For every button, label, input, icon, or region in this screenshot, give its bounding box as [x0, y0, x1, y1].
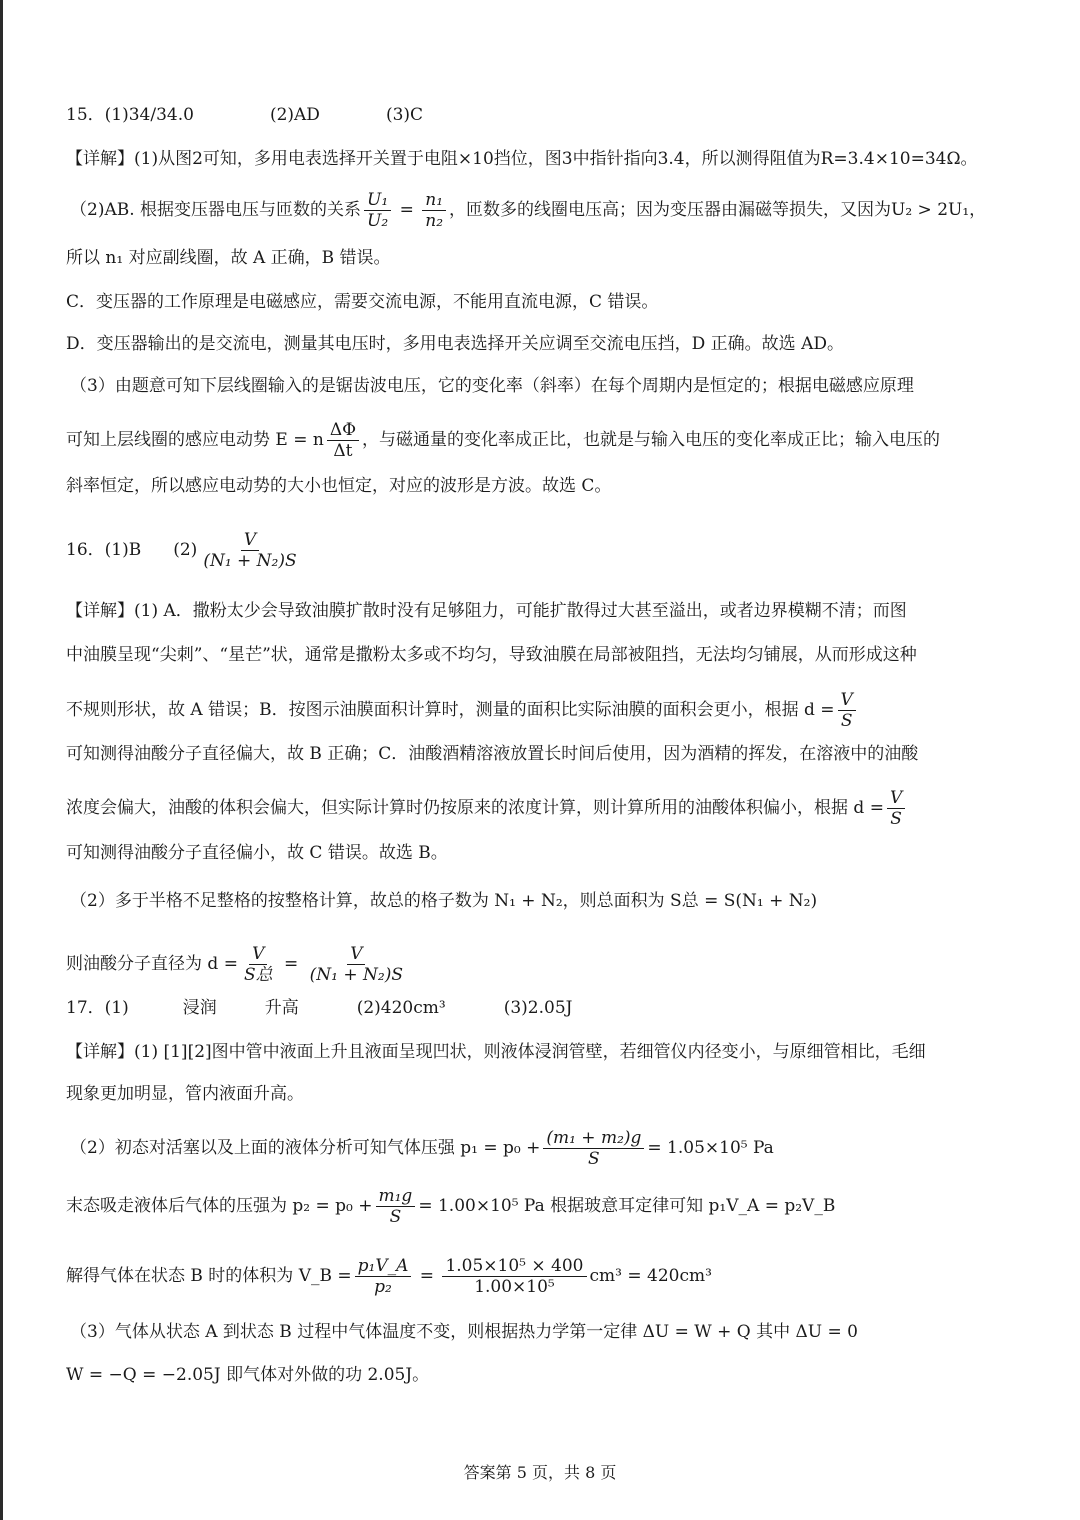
q16-detail-8a: 则油酸分子直径为 d = [66, 954, 238, 974]
frac-num-m12g: (m₁ + m₂)g [543, 1128, 644, 1149]
frac-den-ns-2: (N₁ + N₂)S [309, 965, 403, 985]
q15-answer-2: (2)AD [269, 105, 320, 125]
fraction-m1g-s [376, 1186, 416, 1227]
q16-detail-4: 可知测得油酸分子直径偏大，故 B 正确；C．油酸酒精溶液放置长时间后使用，因为酒精的挥发，在溶液中的油酸 [66, 744, 919, 764]
q17-title: 17．(1) [66, 998, 129, 1018]
q17-detail-3 [70, 1128, 774, 1169]
frac-num-v-2: V [887, 788, 905, 809]
fraction-m12g-s [543, 1128, 644, 1169]
q17-detail-7: W = −Q = −2.05J 即气体对外做的功 2.05J。 [66, 1365, 430, 1385]
q15-detail-1: 【详解】(1)从图2可知，多用电表选择开关置于电阻×10挡位，图3中指针指向3.4，所以测得阻值为R=3.4×10=34Ω。 [66, 149, 978, 169]
frac-num-dphi: ΔΦ [327, 420, 359, 441]
q16-detail-6: 可知测得油酸分子直径偏小，故 C 错误。故选 B。 [66, 843, 448, 863]
fraction-v-s-2 [887, 788, 905, 829]
q17-detail-6: （3）气体从状态 A 到状态 B 过程中气体温度不变，则根据热力学第一定律 ΔU = W + Q 其中 ΔU = 0 [70, 1322, 858, 1342]
q17-detail-3b: = 1.05×10⁵ Pa [647, 1138, 774, 1158]
q16-detail-7: （2）多于半格不足整格的按整格计算，故总的格子数为 N₁ + N₂，则总面积为 S总 = S(N₁ + N₂) [70, 891, 818, 911]
q17-detail-2: 现象更加明显，管内液面升高。 [66, 1084, 304, 1104]
q17-detail-4a: 末态吸走液体后气体的压强为 p₂ = p₀ + [66, 1196, 373, 1216]
q16-title: 16．(1)B [66, 540, 142, 560]
frac-num-n1: n₁ [422, 190, 446, 211]
q16-detail-3 [66, 690, 859, 731]
frac-den-stot: S总 [243, 965, 273, 985]
q15-detail-3: 所以 n₁ 对应副线圈，故 A 正确，B 错误。 [66, 248, 391, 268]
fraction-v-ns-2 [307, 944, 406, 985]
q17-detail-4 [66, 1186, 835, 1227]
q15-detail-8: 斜率恒定，所以感应电动势的大小也恒定，对应的波形是方波。故选 C。 [66, 476, 612, 496]
q16-detail-1: 【详解】(1) A．撒粉太少会导致油膜扩散时没有足够阻力，可能扩散得过大甚至溢出，或者边界模糊不清；而图 [66, 601, 907, 621]
q15-answer-3: (3)C [385, 105, 424, 125]
q17-answer-1b: 升高 [264, 998, 299, 1018]
q15-detail-5: D．变压器输出的是交流电，测量其电压时，多用电表选择开关应调至交流电压挡，D 正确。故选 AD。 [66, 334, 844, 354]
q15-detail-4: C．变压器的工作原理是电磁感应，需要交流电源，不能用直流电源，C 错误。 [66, 292, 659, 312]
fraction-dphi-dt [327, 420, 359, 461]
frac-num-u1: U₁ [364, 190, 391, 211]
q15-detail-7a: 可知上层线圈的感应电动势 E = n [66, 430, 324, 450]
q17-detail-3a: （2）初态对活塞以及上面的液体分析可知气体压强 p₁ = p₀ + [70, 1138, 541, 1158]
fraction-v-ns [200, 530, 299, 571]
fraction-calc [442, 1256, 586, 1297]
q16-detail-8: 则油酸分子直径为 d = $\frac{V}{\text{S总}}$ = $\frac{V}{\text{(N₁ + N₂)S}}$ [66, 944, 409, 985]
q15-detail-7 [66, 420, 940, 461]
q15-detail-2b: ，匝数多的线圈电压高；因为变压器由漏磁等损失，又因为U₂ > 2U₁， [449, 200, 987, 220]
frac-den-dt: Δt [333, 441, 353, 461]
q17-answer-3: (3)2.05J [503, 998, 573, 1018]
frac-den-s-4: S [389, 1207, 402, 1227]
q15-answer-line [66, 102, 423, 128]
frac-den-s-2: S [890, 809, 902, 829]
frac-num-m1g: m₁g [376, 1186, 416, 1207]
q16-detail-5 [66, 788, 908, 829]
frac-den-ns: (N₁ + N₂)S [203, 551, 297, 571]
q16-detail-3a: 不规则形状，故 A 错误；B．按图示油膜面积计算时，测量的面积比实际油膜的面积会更小，根据 d = [66, 700, 835, 720]
q15-detail-2: （2)AB. 根据变压器电压与匝数的关系 $\frac{\text{U₁}}{\text{U₂}}$ = $\frac{\text{n₁}}{\text{n₂}}$ ，匝数多的线圈电压高；因为变压器由漏磁等损失，又因为U₂ > 2U₁， [70, 190, 987, 231]
frac-den-u2: U₂ [367, 211, 389, 231]
q17-answer-1a: 浸润 [182, 998, 217, 1018]
frac-den-s-1: S [840, 711, 853, 731]
fraction-u1-u2 [364, 190, 391, 231]
q15-detail-6: （3）由题意可知下层线圈输入的是锯齿波电压，它的变化率（斜率）在每个周期内是恒定的；根据电磁感应原理 [70, 376, 914, 396]
q17-detail-5b: cm³ = 420cm³ [589, 1266, 712, 1286]
frac-den-n2: n₂ [425, 211, 444, 231]
q17-detail-5: 解得气体在状态 B 时的体积为 V_B = $\frac{\text{p₁V\_A}}{\text{p₂}}$ = $\frac{\text{1.05×10⁵ × 400}}{\text{1.00×10⁵}}$ cm³ = 420cm³ [66, 1256, 712, 1297]
q17-detail-4b: = 1.00×10⁵ Pa 根据玻意耳定律可知 p₁V_A = p₂V_B [418, 1196, 836, 1216]
q17-detail-1: 【详解】(1) [1][2]图中管中液面上升且液面呈现凹状，则液体浸润管壁，若细管仪内径变小，与原细管相比，毛细 [66, 1042, 926, 1062]
fraction-v-s-1 [838, 690, 856, 731]
frac-num-v-1: V [838, 690, 856, 711]
frac-num-calc: 1.05×10⁵ × 400 [442, 1256, 586, 1277]
frac-den-p2: p₂ [374, 1277, 392, 1297]
q17-answer-line [66, 995, 572, 1021]
q16-answer-line [66, 530, 303, 571]
frac-num-pv: p₁V_A [355, 1256, 412, 1277]
frac-num-v: V [241, 530, 259, 551]
q16-detail-5a: 浓度会偏大，油酸的体积会偏大，但实际计算时仍按原来的浓度计算，则计算所用的油酸体积偏小，根据 d = [66, 798, 884, 818]
frac-den-s-3: S [588, 1149, 600, 1169]
frac-num-v-3: V [249, 944, 267, 965]
frac-den-calc: 1.00×10⁵ [474, 1277, 555, 1297]
q17-detail-5a: 解得气体在状态 B 时的体积为 V_B = [66, 1266, 352, 1286]
q16-answer-2: (2) [173, 540, 198, 560]
page-left-edge [0, 0, 3, 1520]
q15-title: 15．(1)34/34.0 [66, 105, 194, 125]
q15-detail-2a: （2)AB. 根据变压器电压与匝数的关系 [70, 200, 362, 220]
frac-num-v-4: V [347, 944, 365, 965]
fraction-n1-n2 [422, 190, 446, 231]
q15-detail-7b: ，与磁通量的变化率成正比，也就是与输入电压的变化率成正比；输入电压的 [362, 430, 941, 450]
q17-answer-2: (2)420cm³ [356, 998, 446, 1018]
q16-detail-2: 中油膜呈现“尖刺”、“星芒”状，通常是撒粉太多或不均匀，导致油膜在局部被阻挡，无法均匀铺展，从而形成这种 [66, 645, 917, 665]
fraction-pv-p2 [355, 1256, 412, 1297]
page-footer: 答案第 5 页，共 8 页 [463, 1463, 617, 1482]
fraction-v-stot [241, 944, 276, 985]
